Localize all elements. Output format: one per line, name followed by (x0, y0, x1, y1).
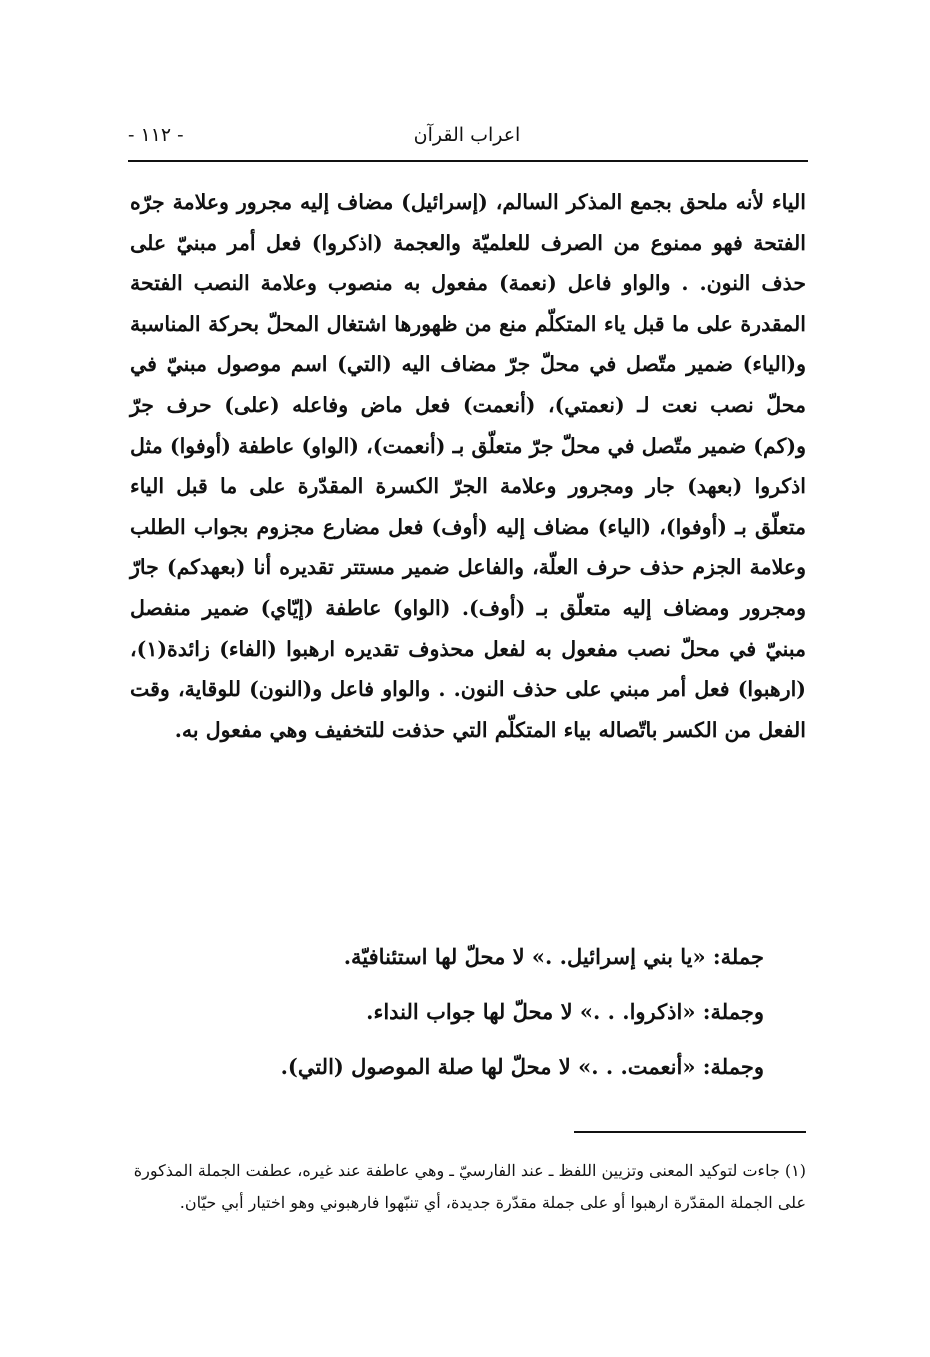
running-title: اعراب القرآن (413, 124, 521, 146)
sentence-list (281, 934, 764, 1099)
footnote: (١) جاءت لتوكيد المعنى وتزيين اللفظ ـ عند الفارسيّ ـ وهي عاطفة عند غيره، عطفت الجملة المذكورة على الجملة المقدّرة ارهبوا أو على جملة مقدّرة جديدة، أي تنبّهوا فارهبوني وهو اختيار أبي حيّان. (133, 1161, 806, 1212)
sentence-item: وجملة: «اذكروا. . .» لا محلّ لها جواب النداء. (366, 999, 764, 1024)
sentence-item: جملة: «يا بني إسرائيل. .» لا محلّ لها استئنافيّة. (343, 944, 764, 969)
main-paragraph: الياء لأنه ملحق بجمع المذكر السالم، (إسرائيل) مضاف إليه مجرور وعلامة جرّه الفتحة فهو ممنوع من الصرف للعلميّة والعجمة (اذكروا) فعل أمر مبنيّ على حذف النون. . والواو فاعل (نعمة) مفعول به منصوب وعلامة النصب الفتحة المقدرة على ما قبل ياء المتكلّم منع من ظهورها اشتغال المحلّ بحركة المناسبة و(الياء) ضمير متّصل في محلّ جرّ مضاف اليه (التي) اسم موصول مبنيّ في محلّ نصب نعت لـ (نعمتي)، (أنعمت) فعل ماض وفاعله (على) حرف جرّ و(كم) ضمير متّصل في محلّ جرّ متعلّق بـ (أنعمت)، (الواو) عاطفة (أوفوا) مثل اذكروا (بعهد) جار ومجرور وعلامة الجرّ الكسرة المقدّرة على ما قبل الياء متعلّق بـ (أوفوا)، (الياء) مضاف إليه (أوف) فعل مضارع مجزوم بجواب الطلب وعلامة الجزم حذف حرف العلّة، والفاعل ضمير مستتر تقديره أنا (بعهدكم) جارّ ومجرور ومضاف إليه متعلّق بـ (أوف). (الواو) عاطفة (إيّاي) ضمير منفصل مبنيّ في محلّ نصب مفعول به لفعل محذوف تقديره ارهبوا (الفاء) زائدة(١)، (ارهبوا) فعل أمر مبني على حذف النون. . والواو فاعل و(النون) للوقاية، وقت الفعل من الكسر باتّصاله بياء المتكلّم التي حذفت للتخفيف وهي مفعول به. (130, 190, 806, 742)
footnote-rule (574, 1131, 806, 1133)
page-header (128, 118, 806, 160)
sentence-item: وجملة: «أنعمت. . .» لا محلّ لها صلة الموصول (التي). (280, 1054, 764, 1079)
header-rule (128, 160, 808, 162)
page-number: - ١١٢ - (128, 124, 184, 146)
